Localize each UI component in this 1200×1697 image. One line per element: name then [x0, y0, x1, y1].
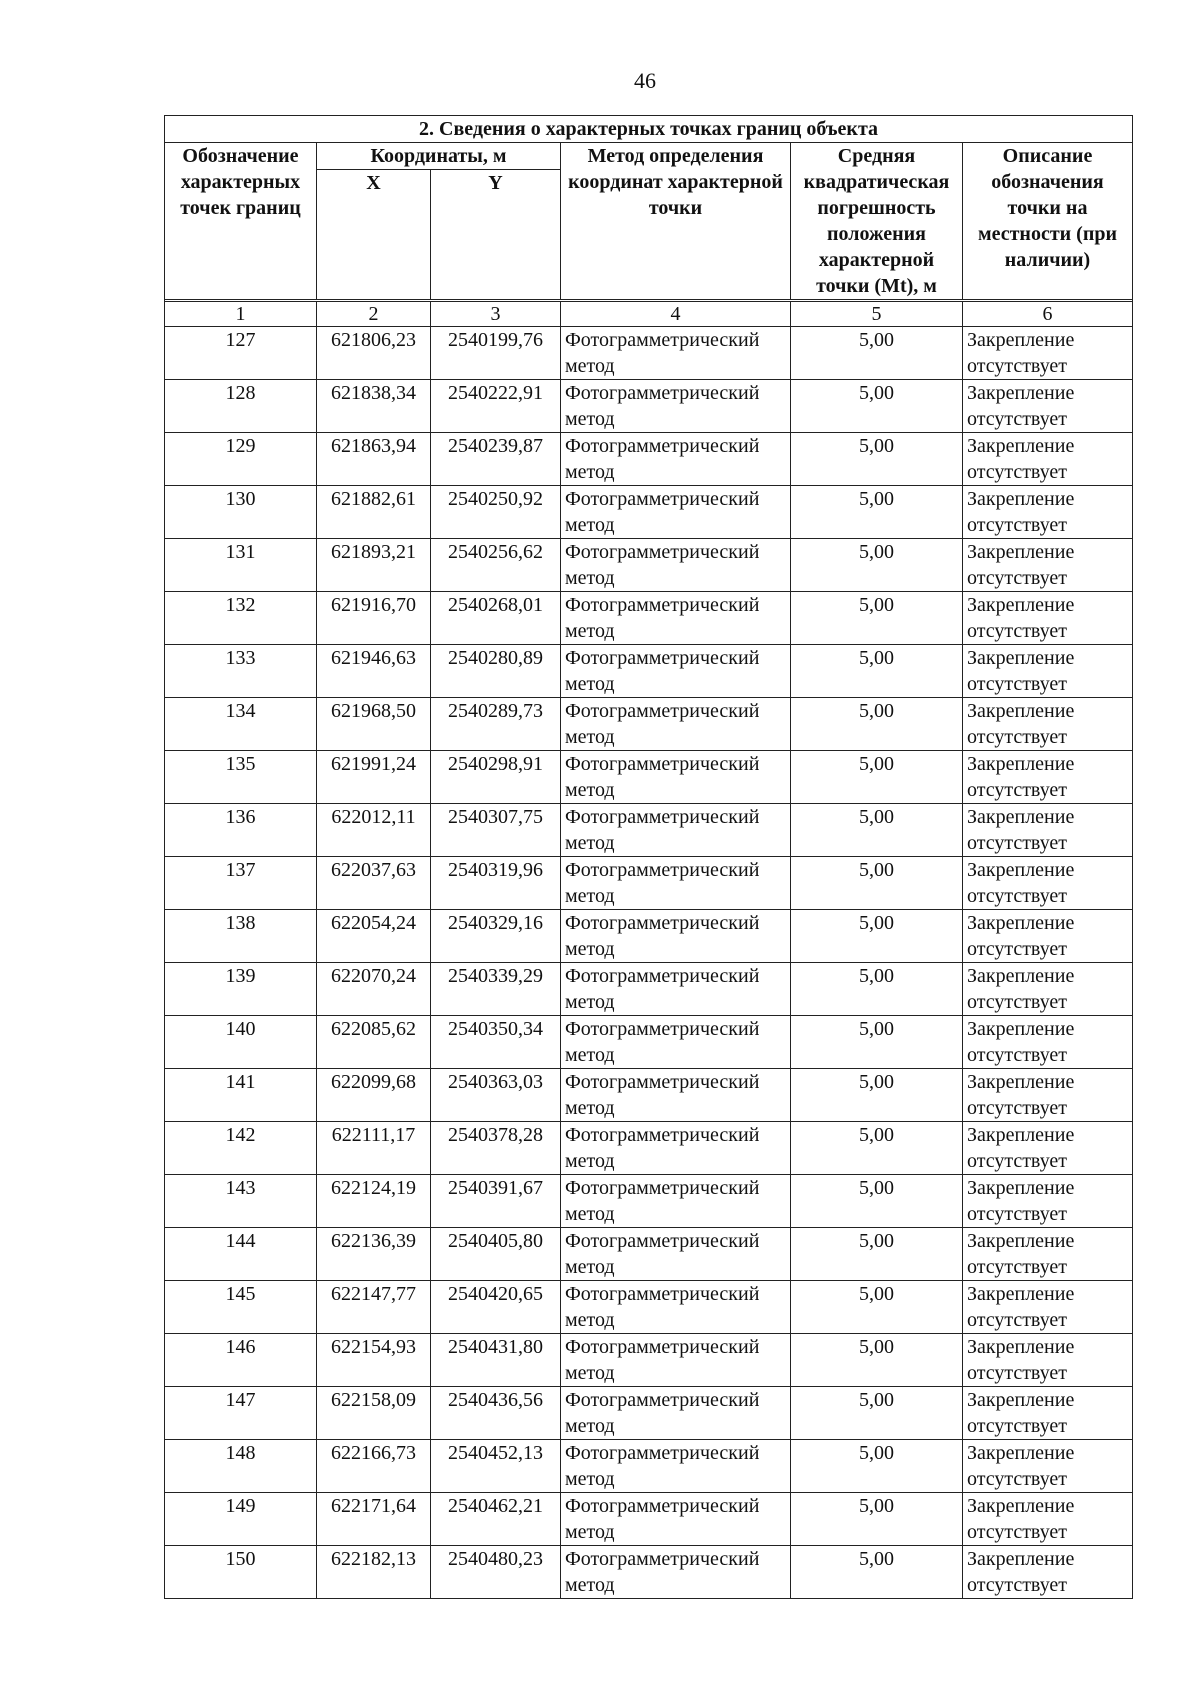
table-row: [165, 1016, 1133, 1069]
x-coordinate-cell: 621946,63: [317, 645, 431, 698]
table-row: [165, 592, 1133, 645]
error-cell: 5,00: [791, 804, 963, 857]
x-coordinate-cell: 622037,63: [317, 857, 431, 910]
header-designation: Обозначение характерных точек границ: [165, 143, 317, 300]
error-cell: 5,00: [791, 486, 963, 539]
method-cell: Фотограмметрический метод: [561, 1387, 791, 1440]
point-id-cell: 138: [165, 910, 317, 963]
y-coordinate-cell: 2540405,80: [431, 1228, 561, 1281]
table-row: [165, 1069, 1133, 1122]
table-row: [165, 1546, 1133, 1599]
method-cell: Фотограмметрический метод: [561, 380, 791, 433]
x-coordinate-cell: 621916,70: [317, 592, 431, 645]
error-cell: 5,00: [791, 1546, 963, 1599]
method-cell: Фотограмметрический метод: [561, 486, 791, 539]
description-cell: Закрепление отсутствует: [963, 1546, 1133, 1599]
method-cell: Фотограмметрический метод: [561, 1493, 791, 1546]
method-cell: Фотограмметрический метод: [561, 1440, 791, 1493]
x-coordinate-cell: 621838,34: [317, 380, 431, 433]
table-row: [165, 857, 1133, 910]
y-coordinate-cell: 2540256,62: [431, 539, 561, 592]
header-method: Метод определения координат характерной точки: [561, 143, 791, 300]
y-coordinate-cell: 2540319,96: [431, 857, 561, 910]
x-coordinate-cell: 622085,62: [317, 1016, 431, 1069]
method-cell: Фотограмметрический метод: [561, 910, 791, 963]
y-coordinate-cell: 2540420,65: [431, 1281, 561, 1334]
description-cell: Закрепление отсутствует: [963, 1016, 1133, 1069]
method-cell: Фотограмметрический метод: [561, 1175, 791, 1228]
point-id-cell: 140: [165, 1016, 317, 1069]
description-cell: Закрепление отсутствует: [963, 1334, 1133, 1387]
x-coordinate-cell: 621968,50: [317, 698, 431, 751]
description-cell: Закрепление отсутствует: [963, 1440, 1133, 1493]
point-id-cell: 147: [165, 1387, 317, 1440]
error-cell: 5,00: [791, 910, 963, 963]
y-coordinate-cell: 2540480,23: [431, 1546, 561, 1599]
error-cell: 5,00: [791, 1281, 963, 1334]
y-coordinate-cell: 2540363,03: [431, 1069, 561, 1122]
description-cell: Закрепление отсутствует: [963, 1122, 1133, 1175]
method-cell: Фотограмметрический метод: [561, 327, 791, 380]
table-row: [165, 910, 1133, 963]
error-cell: 5,00: [791, 645, 963, 698]
description-cell: Закрепление отсутствует: [963, 433, 1133, 486]
method-cell: Фотограмметрический метод: [561, 433, 791, 486]
point-id-cell: 136: [165, 804, 317, 857]
column-number-row: [165, 302, 1133, 327]
point-id-cell: 129: [165, 433, 317, 486]
x-coordinate-cell: 621863,94: [317, 433, 431, 486]
error-cell: 5,00: [791, 327, 963, 380]
y-coordinate-cell: 2540199,76: [431, 327, 561, 380]
header-coordinates: Координаты, м: [317, 143, 561, 170]
y-coordinate-cell: 2540239,87: [431, 433, 561, 486]
table-row: [165, 1281, 1133, 1334]
method-cell: Фотограмметрический метод: [561, 645, 791, 698]
error-cell: 5,00: [791, 963, 963, 1016]
point-id-cell: 128: [165, 380, 317, 433]
description-cell: Закрепление отсутствует: [963, 1175, 1133, 1228]
error-cell: 5,00: [791, 1175, 963, 1228]
point-id-cell: 142: [165, 1122, 317, 1175]
x-coordinate-cell: 622054,24: [317, 910, 431, 963]
error-cell: 5,00: [791, 433, 963, 486]
x-coordinate-cell: 622171,64: [317, 1493, 431, 1546]
header-x: X: [317, 170, 431, 300]
point-id-cell: 146: [165, 1334, 317, 1387]
description-cell: Закрепление отсутствует: [963, 751, 1133, 804]
table-row: [165, 486, 1133, 539]
error-cell: 5,00: [791, 539, 963, 592]
error-cell: 5,00: [791, 1440, 963, 1493]
table-row: [165, 433, 1133, 486]
point-id-cell: 144: [165, 1228, 317, 1281]
x-coordinate-cell: 622012,11: [317, 804, 431, 857]
description-cell: Закрепление отсутствует: [963, 645, 1133, 698]
column-number: 4: [561, 302, 791, 327]
description-cell: Закрепление отсутствует: [963, 592, 1133, 645]
description-cell: Закрепление отсутствует: [963, 1228, 1133, 1281]
table-row: [165, 1440, 1133, 1493]
method-cell: Фотограмметрический метод: [561, 1122, 791, 1175]
point-id-cell: 139: [165, 963, 317, 1016]
method-cell: Фотограмметрический метод: [561, 698, 791, 751]
method-cell: Фотограмметрический метод: [561, 804, 791, 857]
x-coordinate-cell: 622147,77: [317, 1281, 431, 1334]
error-cell: 5,00: [791, 751, 963, 804]
description-cell: Закрепление отсутствует: [963, 1069, 1133, 1122]
method-cell: Фотограмметрический метод: [561, 1281, 791, 1334]
error-cell: 5,00: [791, 698, 963, 751]
x-coordinate-cell: 622136,39: [317, 1228, 431, 1281]
point-id-cell: 137: [165, 857, 317, 910]
header-y: Y: [431, 170, 561, 300]
x-coordinate-cell: 622182,13: [317, 1546, 431, 1599]
y-coordinate-cell: 2540280,89: [431, 645, 561, 698]
column-number: 1: [165, 302, 317, 327]
table-row: [165, 327, 1133, 380]
table-row: [165, 1387, 1133, 1440]
error-cell: 5,00: [791, 1387, 963, 1440]
header-error: Средняя квадратическая погрешность положения характерной точки (Mt), м: [791, 143, 963, 300]
point-id-cell: 130: [165, 486, 317, 539]
description-cell: Закрепление отсутствует: [963, 1493, 1133, 1546]
method-cell: Фотограмметрический метод: [561, 1546, 791, 1599]
point-id-cell: 133: [165, 645, 317, 698]
x-coordinate-cell: 621893,21: [317, 539, 431, 592]
method-cell: Фотограмметрический метод: [561, 1228, 791, 1281]
table-row: [165, 1228, 1133, 1281]
description-cell: Закрепление отсутствует: [963, 857, 1133, 910]
point-id-cell: 145: [165, 1281, 317, 1334]
point-id-cell: 150: [165, 1546, 317, 1599]
point-id-cell: 148: [165, 1440, 317, 1493]
table-row: [165, 1175, 1133, 1228]
x-coordinate-cell: 622070,24: [317, 963, 431, 1016]
method-cell: Фотограмметрический метод: [561, 963, 791, 1016]
x-coordinate-cell: 622166,73: [317, 1440, 431, 1493]
y-coordinate-cell: 2540350,34: [431, 1016, 561, 1069]
y-coordinate-cell: 2540391,67: [431, 1175, 561, 1228]
description-cell: Закрепление отсутствует: [963, 1281, 1133, 1334]
error-cell: 5,00: [791, 380, 963, 433]
table-body: [165, 300, 1133, 1599]
point-id-cell: 135: [165, 751, 317, 804]
table-row: [165, 698, 1133, 751]
method-cell: Фотограмметрический метод: [561, 592, 791, 645]
point-id-cell: 131: [165, 539, 317, 592]
table-row: [165, 1334, 1133, 1387]
table-caption: 2. Сведения о характерных точках границ объекта: [165, 116, 1133, 143]
column-number: 2: [317, 302, 431, 327]
description-cell: Закрепление отсутствует: [963, 804, 1133, 857]
description-cell: Закрепление отсутствует: [963, 698, 1133, 751]
description-cell: Закрепление отсутствует: [963, 380, 1133, 433]
error-cell: 5,00: [791, 1493, 963, 1546]
error-cell: 5,00: [791, 1069, 963, 1122]
error-cell: 5,00: [791, 1228, 963, 1281]
y-coordinate-cell: 2540307,75: [431, 804, 561, 857]
y-coordinate-cell: 2540462,21: [431, 1493, 561, 1546]
point-id-cell: 143: [165, 1175, 317, 1228]
y-coordinate-cell: 2540329,16: [431, 910, 561, 963]
table-row: [165, 539, 1133, 592]
error-cell: 5,00: [791, 1016, 963, 1069]
x-coordinate-cell: 621806,23: [317, 327, 431, 380]
table-row: [165, 380, 1133, 433]
description-cell: Закрепление отсутствует: [963, 539, 1133, 592]
page-number: 46: [634, 68, 656, 93]
column-number: 5: [791, 302, 963, 327]
column-number: 6: [963, 302, 1133, 327]
method-cell: Фотограмметрический метод: [561, 1016, 791, 1069]
method-cell: Фотограмметрический метод: [561, 1334, 791, 1387]
point-id-cell: 149: [165, 1493, 317, 1546]
y-coordinate-cell: 2540222,91: [431, 380, 561, 433]
y-coordinate-cell: 2540289,73: [431, 698, 561, 751]
x-coordinate-cell: 622154,93: [317, 1334, 431, 1387]
point-id-cell: 134: [165, 698, 317, 751]
y-coordinate-cell: 2540436,56: [431, 1387, 561, 1440]
table-row: [165, 1493, 1133, 1546]
description-cell: Закрепление отсутствует: [963, 1387, 1133, 1440]
table-row: [165, 963, 1133, 1016]
error-cell: 5,00: [791, 1334, 963, 1387]
x-coordinate-cell: 622158,09: [317, 1387, 431, 1440]
error-cell: 5,00: [791, 857, 963, 910]
error-cell: 5,00: [791, 1122, 963, 1175]
table-row: [165, 1122, 1133, 1175]
y-coordinate-cell: 2540298,91: [431, 751, 561, 804]
y-coordinate-cell: 2540378,28: [431, 1122, 561, 1175]
point-id-cell: 127: [165, 327, 317, 380]
method-cell: Фотограмметрический метод: [561, 539, 791, 592]
x-coordinate-cell: 621991,24: [317, 751, 431, 804]
y-coordinate-cell: 2540250,92: [431, 486, 561, 539]
x-coordinate-cell: 622111,17: [317, 1122, 431, 1175]
y-coordinate-cell: 2540452,13: [431, 1440, 561, 1493]
y-coordinate-cell: 2540268,01: [431, 592, 561, 645]
x-coordinate-cell: 622124,19: [317, 1175, 431, 1228]
method-cell: Фотограмметрический метод: [561, 751, 791, 804]
point-id-cell: 141: [165, 1069, 317, 1122]
table-row: [165, 804, 1133, 857]
point-id-cell: 132: [165, 592, 317, 645]
description-cell: Закрепление отсутствует: [963, 963, 1133, 1016]
error-cell: 5,00: [791, 592, 963, 645]
header-description: Описание обозначения точки на местности (при наличии): [963, 143, 1133, 300]
description-cell: Закрепление отсутствует: [963, 327, 1133, 380]
x-coordinate-cell: 621882,61: [317, 486, 431, 539]
column-number: 3: [431, 302, 561, 327]
y-coordinate-cell: 2540339,29: [431, 963, 561, 1016]
y-coordinate-cell: 2540431,80: [431, 1334, 561, 1387]
description-cell: Закрепление отсутствует: [963, 486, 1133, 539]
description-cell: Закрепление отсутствует: [963, 910, 1133, 963]
x-coordinate-cell: 622099,68: [317, 1069, 431, 1122]
table-row: [165, 751, 1133, 804]
table-row: [165, 645, 1133, 698]
method-cell: Фотограмметрический метод: [561, 1069, 791, 1122]
method-cell: Фотограмметрический метод: [561, 857, 791, 910]
boundary-points-table: [164, 115, 1133, 1599]
